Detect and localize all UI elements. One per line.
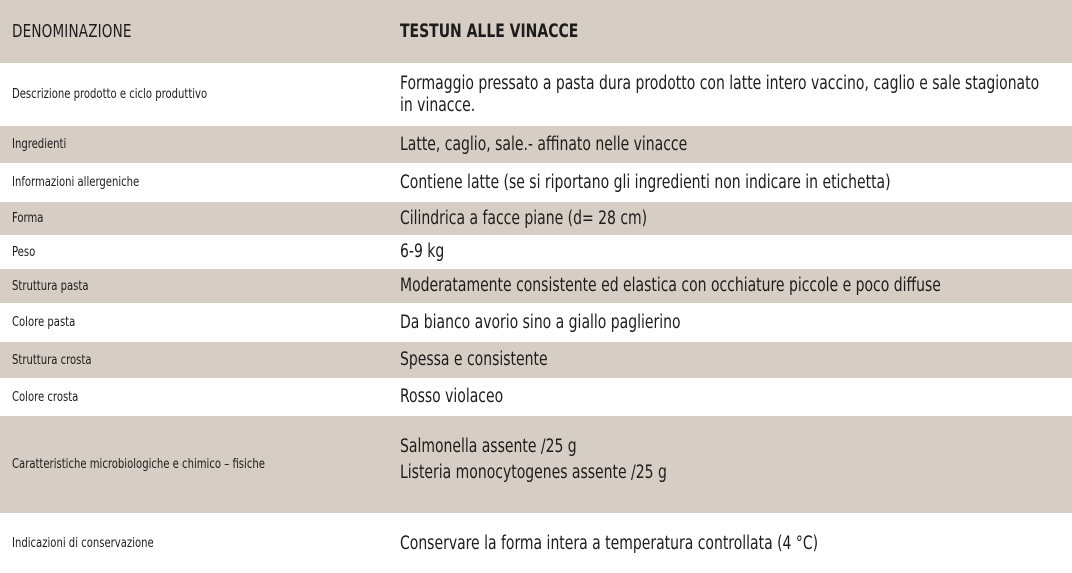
- spec-value: 6-9 kg: [400, 241, 445, 262]
- spec-label: Informazioni allergeniche: [12, 175, 140, 190]
- spec-label: Peso: [12, 244, 36, 260]
- spec-value: Conservare la forma intera a temperatura controllata (4 °C): [400, 532, 819, 554]
- product-name: TESTUN ALLE VINACCE: [400, 20, 579, 42]
- spec-value: Rosso violaceo: [400, 386, 504, 407]
- spec-label: Ingredienti: [12, 137, 67, 152]
- header-label: DENOMINAZIONE: [12, 21, 132, 42]
- spec-value: Formaggio pressato a pasta dura prodotto con latte intero vaccino, caglio e sale stagionato in vinacce.: [400, 72, 1040, 116]
- spec-label: Descrizione prodotto e ciclo produttivo: [12, 87, 208, 102]
- spec-label: Struttura crosta: [12, 352, 92, 368]
- spec-value: Latte, caglio, sale.- affinato nelle vinacce: [400, 133, 688, 155]
- spec-value: Spessa e consistente: [400, 349, 548, 370]
- spec-label: Caratteristiche microbiologiche e chimico – fisiche: [12, 457, 265, 472]
- header-row: [0, 0, 1072, 63]
- spec-label: Colore crosta: [12, 389, 79, 405]
- spec-row-peso: [0, 235, 1072, 268]
- spec-row-microbiologiche: [0, 415, 1072, 513]
- spec-label: Struttura pasta: [12, 278, 89, 294]
- spec-label: Colore pasta: [12, 315, 76, 330]
- spec-row-struttura-crosta: [0, 341, 1072, 378]
- spec-row-allergeni: [0, 163, 1072, 201]
- spec-label: Indicazioni di conservazione: [12, 536, 154, 551]
- spec-row-forma: [0, 201, 1072, 235]
- spec-label: Forma: [12, 211, 44, 226]
- spec-row-ingredienti: [0, 125, 1072, 163]
- spec-value: Da bianco avorio sino a giallo paglierino: [400, 311, 681, 333]
- spec-row-colore-pasta: [0, 303, 1072, 341]
- spec-row-colore-crosta: [0, 378, 1072, 415]
- spec-row-struttura-pasta: [0, 268, 1072, 303]
- spec-value: Cilindrica a facce piane (d= 28 cm): [400, 207, 648, 229]
- spec-row-descrizione: [0, 63, 1072, 125]
- spec-row-conservazione: [0, 513, 1072, 573]
- spec-value: Salmonella assente /25 g Listeria monocytogenes assente /25 g: [400, 436, 667, 483]
- spec-value: Moderatamente consistente ed elastica con occhiature piccole e poco diffuse: [400, 275, 941, 296]
- spec-value: Contiene latte (se si riportano gli ingredienti non indicare in etichetta): [400, 171, 891, 193]
